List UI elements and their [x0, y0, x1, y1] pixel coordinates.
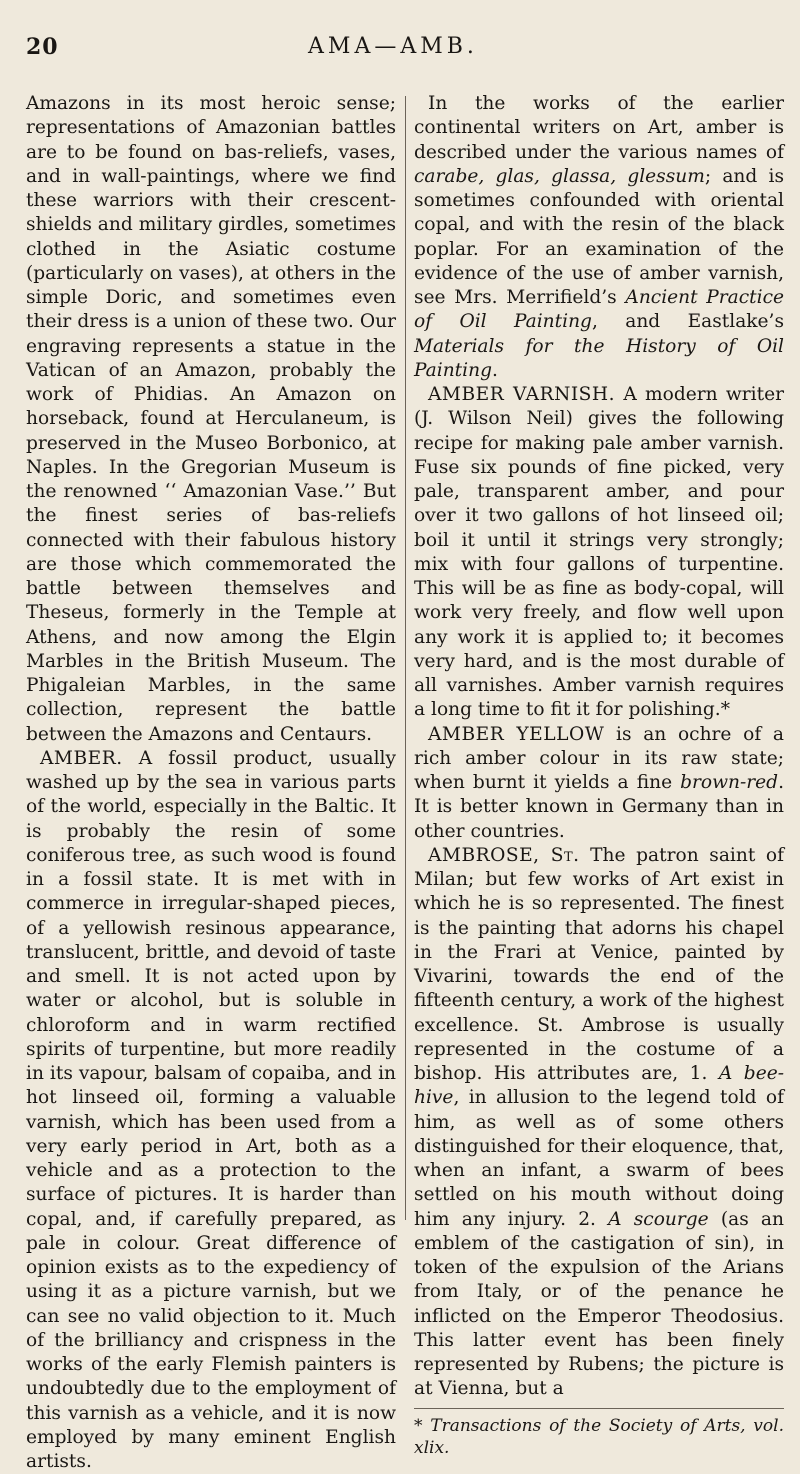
- entry-body-amber: A fossil product, usually washed up by the sea in various parts of the world, especially in the Baltic. It is probably the resin of some coniferous tree, as such wood is found in a fossil state. It is met with in commerce in irregular-shaped pieces, of a yellowish resinous appearance, translucent, brittle, and devoid of taste and smell. It is not acted upon by water or alcohol, but is soluble in chloroform and in warm rectified spirits of turpentine, but more readily in its vapour, balsam of copaiba, and in hot linseed oil, forming a valuable varnish, which has been used from a very early period in Art, both as a vehicle and as a protection to the surface of pictures. It is harder than copal, and, if carefully prepared, as pale in colour. Great difference of opinion exists as to the expediency of using it as a picture varnish, but we can see no valid objection to it. Much of the brilliancy and crispness in the works of the early Flemish painters is undoubtedly due to the employment of this varnish as a vehicle, and it is now employed by many eminent English artists.: [26, 747, 396, 1472]
- text-run: (as an emblem of the castigation of sin), in token of the expulsion of the Arians from Italy, or of the penance he inflicted on the Emperor Theodosius. This latter event has been finely represented by Rubens; the picture is at Vienna, but a: [414, 1208, 784, 1400]
- entry-body-amber-varnish: A modern writer (J. Wilson Neil) gives the following recipe for making pale amber varnish. Fuse six pounds of fine picked, very pale, transparent amber, and pour over it two gallons of hot linseed oil; boil it until it strings very strongly; mix with four gallons of turpentine. This will be as fine as body-copal, will work very freely, and flow well upon any work it is applied to; it becomes very hard, and is the most durable of all varnishes. Amber varnish requires a long time to fit it for polishing.*: [414, 384, 784, 721]
- entry-amber-yellow: [414, 723, 784, 844]
- text-run: , and Eastlake’s: [591, 311, 785, 333]
- running-head: AMA—AMB.: [308, 34, 478, 59]
- text-run: ; and is sometimes confounded with oriental copal, and with the resin of the black poplar. For an examination of the evidence of the use of amber varnish, see Mrs. Merrifield’s: [414, 165, 784, 308]
- italic-run: Materials for the History of Oil Painting: [414, 335, 784, 381]
- italic-run: brown-red: [680, 772, 779, 793]
- column-divider: [405, 96, 406, 1220]
- footnote: * Transactions of the Society of Arts, vol. xlix.: [414, 1415, 784, 1458]
- entry-head-amber-yellow: AMBER YELLOW: [428, 723, 605, 745]
- right-paragraph-continental: [414, 92, 784, 383]
- text-run: The patron saint of Milan; but few works of Art exist in which he is so represented. The finest is the painting that adorns his chapel in the Frari at Venice, painted by Vivarini, towards the end of the fifteenth century, a work of the highest excellence. St. Ambrose is usually represented in the costume of a bishop. His attributes are, 1.: [414, 844, 784, 1084]
- entry-ambrose: [414, 844, 784, 1402]
- text-run: .: [491, 359, 498, 381]
- entry-amber-varnish: [414, 383, 784, 723]
- right-column: [414, 92, 784, 1459]
- italic-run: A bee-hive: [414, 1063, 784, 1109]
- entry-amber: [26, 747, 396, 1474]
- text-run: In the works of the earlier continental writers on Art, amber is described under the various names of: [414, 93, 784, 163]
- italic-run: carabe, glas, glassa, glessum: [414, 165, 705, 187]
- entry-head-ambrose: AMBROSE, St.: [428, 844, 580, 866]
- text-run: . It is better known in Germany than in other countries.: [414, 772, 784, 842]
- left-column: [26, 92, 396, 1474]
- italic-run: A scourge: [608, 1208, 709, 1230]
- entry-head-amber: AMBER.: [40, 747, 123, 769]
- italic-run: Ancient Practice of Oil Painting: [414, 287, 784, 333]
- text-run: , in allusion to the legend told of him, as well as of some others distinguished for their eloquence, that, when an infant, a swarm of bees settled on his mouth without doing him any injury. 2.: [414, 1087, 784, 1230]
- left-paragraph-amazons: Amazons in its most heroic sense; representations of Amazonian battles are to be found on bas-reliefs, vases, and in wall-paintings, where we find these warriors with their crescent-shields and military girdles, sometimes clothed in the Asiatic costume (particularly on vases), at others in the simple Doric, and sometimes even their dress is a union of these two. Our engraving represents a statue in the Vatican of an Amazon, probably the work of Phidias. An Amazon on horseback, found at Herculaneum, is preserved in the Museo Borbonico, at Naples. In the Gregorian Museum is the renowned ‘‘ Amazonian Vase.’’ But the finest series of bas-reliefs connected with their fabulous history are those which commemorated the battle between themselves and Theseus, formerly in the Temple at Athens, and now among the Elgin Marbles in the British Museum. The Phigaleian Marbles, in the same collection, represent the battle between the Amazons and Centaurs.: [26, 93, 396, 745]
- page-number: 20: [26, 34, 59, 60]
- footnote-rule: [414, 1408, 784, 1409]
- text-run: is an ochre of a rich amber colour in its raw state; when burnt it yields a fine: [414, 723, 784, 793]
- entry-head-amber-varnish: AMBER VARNISH.: [428, 384, 616, 405]
- page-header: [26, 34, 760, 66]
